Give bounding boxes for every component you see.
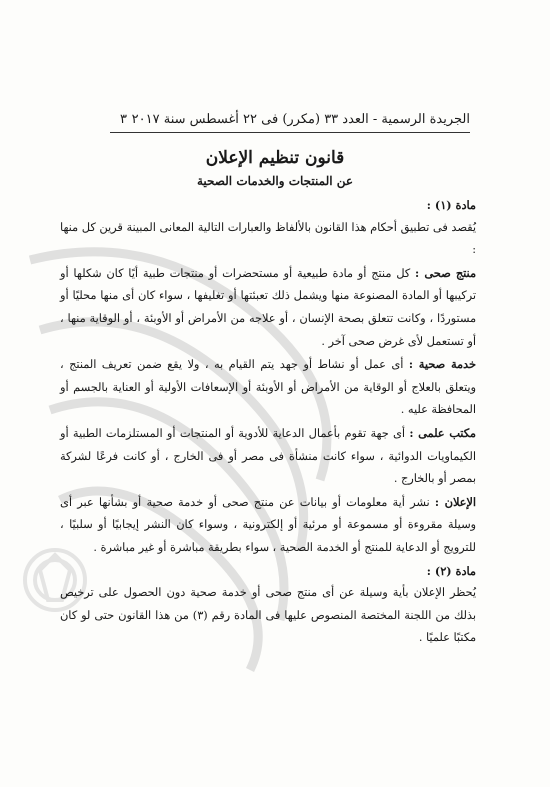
definition-text: كل منتج أو مادة طبيعية أو مستحضرات أو منتجات طبية أيًا كان شكلها أو تركيبها أو المادة المصنوعة منها ويشمل ذلك تعبئتها أو تغليفها ، سواء كان أى منها محليًا أو مستوردًا ، وكانت تتعلق بصحة الإنسان ، أو علاجه من الأمراض أو الأوبئة ، أو الوقاية منها ، أو تستعمل لأى غرض صحى آخر . [60, 266, 476, 348]
definition-health-service [60, 353, 476, 422]
header-divider [110, 132, 470, 133]
definition-scientific-office [60, 422, 476, 491]
page-header [120, 112, 470, 127]
law-subtitle: عن المنتجات والخدمات الصحية [196, 174, 354, 188]
page-number: ٣ [120, 112, 127, 127]
definition-health-product [60, 262, 476, 353]
definition-term: خدمة صحية : [408, 357, 476, 372]
definition-term: منتج صحى : [415, 265, 477, 280]
law-body [60, 194, 476, 650]
definition-text: أى عمل أو نشاط أو جهد يتم القيام به ، ولا يقع ضمن تعريف المنتج ، ويتعلق بالعلاج أو الوقاية من الأمراض أو الأوبئة أو الإسعافات الأولية أو العناية بالجسم أو المحافظة عليه . [60, 358, 476, 417]
article-2-heading: مادة (٢) : [426, 563, 476, 578]
article-2-text: يُحظر الإعلان بأية وسيلة عن أى منتج صحى أو خدمة صحية دون الحصول على ترخيص بذلك من اللجنة المختصة المنصوص عليها فى المادة رقم (٣) من هذا القانون حتى لو كان مكتبًا علميًا . [60, 586, 476, 645]
definition-text: نشر أية معلومات أو بيانات عن منتج صحى أو خدمة صحية أو بشأنها عبر أى وسيلة مقروءة أو مسموعة أو مرئية أو إلكترونية ، وسواء كان النشر إيجابيًا أو سلبيًا ، للترويج أو الدعاية للمنتج أو الخدمة الصحية ، سواء بطريقة مباشرة أو غير مباشرة . [60, 495, 476, 554]
definition-text: أى جهة تقوم بأعمال الدعاية للأدوية أو المنتجات أو المستلزمات الطبية أو الكيماويات الدوائية ، سواء كانت منشأة فى مصر أو فى الخارج ، أو كانت فرعًا لشركة بمصر أو بالخارج . [60, 426, 476, 486]
definition-advertisement [60, 491, 476, 560]
header-title: الجريدة الرسمية - العدد ٣٣ (مكرر) فى ٢٢ أغسطس سنة ٢٠١٧ [131, 112, 470, 127]
definition-term: الإعلان : [434, 494, 477, 509]
article-1-intro: يُقصد فى تطبيق أحكام هذا القانون بالألفاظ والعبارات التالية المعانى المبينة قرين كل منها : [60, 220, 476, 257]
definition-term: مكتب علمى : [409, 425, 476, 440]
article-1-heading: مادة (١) : [426, 198, 476, 212]
law-title: قانون تنظيم الإعلان [205, 148, 345, 168]
